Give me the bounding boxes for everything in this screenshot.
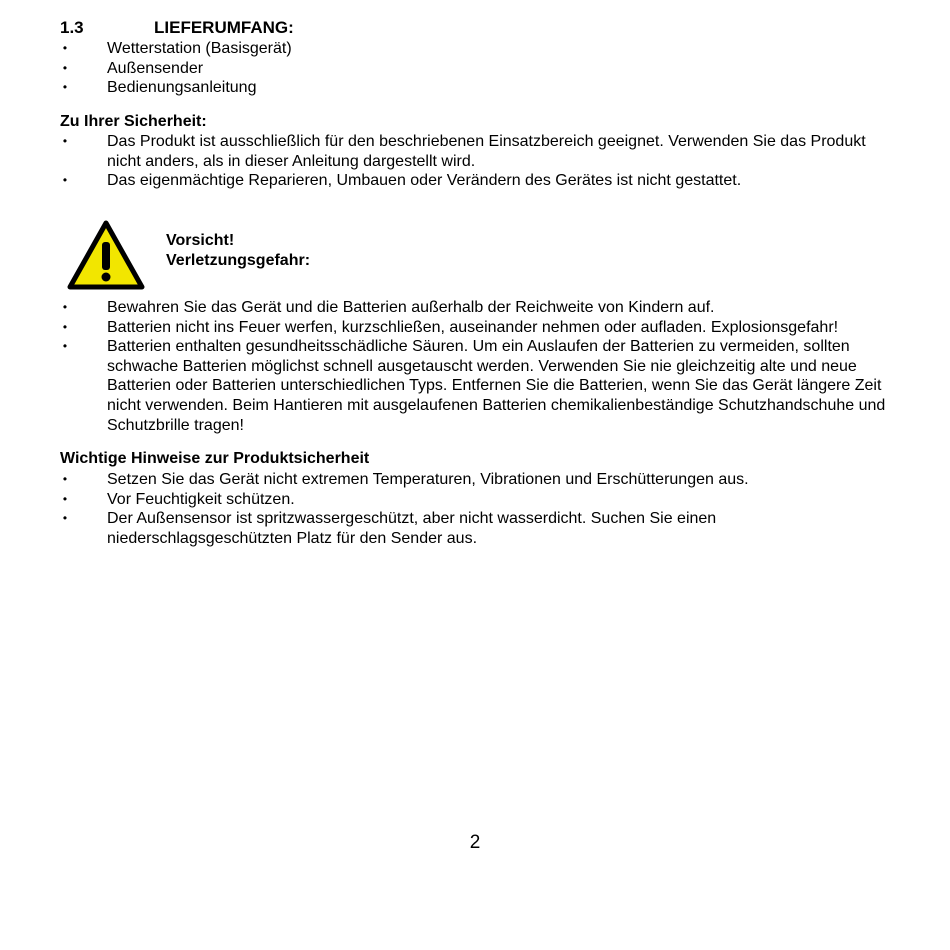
bullet: • — [62, 491, 68, 506]
warning-injury-risk: Verletzungsgefahr: — [166, 252, 311, 269]
safety-list — [60, 132, 900, 191]
bullet: • — [62, 60, 68, 75]
section-title: LIEFERUMFANG: — [154, 18, 294, 37]
warning-label — [166, 231, 310, 271]
list-item: • Bedienungsanleitung — [60, 78, 900, 98]
list-item: • Vor Feuchtigkeit schützen. — [60, 490, 900, 510]
list-item: • Bewahren Sie das Gerät und die Batterien außerhalb der Reichweite von Kindern auf. — [60, 298, 900, 318]
warning-list — [60, 298, 900, 435]
warning-triangle-icon — [67, 220, 145, 290]
delivery-list — [60, 39, 900, 98]
section-heading — [60, 18, 294, 38]
safety-heading: Zu Ihrer Sicherheit: — [60, 113, 207, 130]
list-item: • Setzen Sie das Gerät nicht extremen Temperaturen, Vibrationen und Erschütterungen aus. — [60, 470, 900, 490]
bullet: • — [62, 511, 68, 526]
list-item: • Wetterstation (Basisgerät) — [60, 39, 900, 59]
list-item: • Das Produkt ist ausschließlich für den beschriebenen Einsatzbereich geeignet. Verwenden Sie das Produkt nicht anders, als in dieser Anleitung dargestellt wird. — [60, 132, 900, 171]
bullet: • — [62, 41, 68, 55]
list-item: • Batterien enthalten gesundheitsschädliche Säuren. Um ein Auslaufen der Batterien zu vermeiden, sollten schwache Batterien möglichst schnell ausgetauscht werden. Verwenden Sie nie gleichzeitig alte und neue Batterien oder Batterien unterschiedlichen Typs. Entfernen Sie die Batterien, wenn Sie das Gerät längere Zeit nicht verwenden. Beim Hantieren mit ausgelaufenen Batterien chemikalienbeständige Schutzhandschuhe und Schutzbrille tragen! — [60, 337, 900, 435]
bullet: • — [62, 134, 68, 148]
bullet: • — [62, 173, 68, 188]
list-item: • Das eigenmächtige Reparieren, Umbauen oder Verändern des Gerätes ist nicht gestattet. — [60, 171, 900, 191]
warning-caution: Vorsicht! — [166, 232, 235, 249]
product-safety-list — [60, 470, 900, 548]
bullet: • — [62, 472, 68, 486]
list-item: • Der Außensensor ist spritzwassergeschützt, aber nicht wasserdicht. Suchen Sie einen niederschlagsgeschützten Platz für den Sender aus. — [60, 509, 900, 548]
bullet: • — [62, 80, 68, 95]
section-number: 1.3 — [60, 18, 84, 37]
list-item: • Außensender — [60, 59, 900, 79]
product-safety-heading: Wichtige Hinweise zur Produktsicherheit — [60, 450, 370, 467]
bullet: • — [62, 319, 68, 334]
list-item: • Batterien nicht ins Feuer werfen, kurzschließen, auseinander nehmen oder aufladen. Explosionsgefahr! — [60, 318, 900, 338]
bullet: • — [62, 300, 68, 314]
page-number: 2 — [469, 832, 481, 853]
bullet: • — [62, 339, 68, 354]
